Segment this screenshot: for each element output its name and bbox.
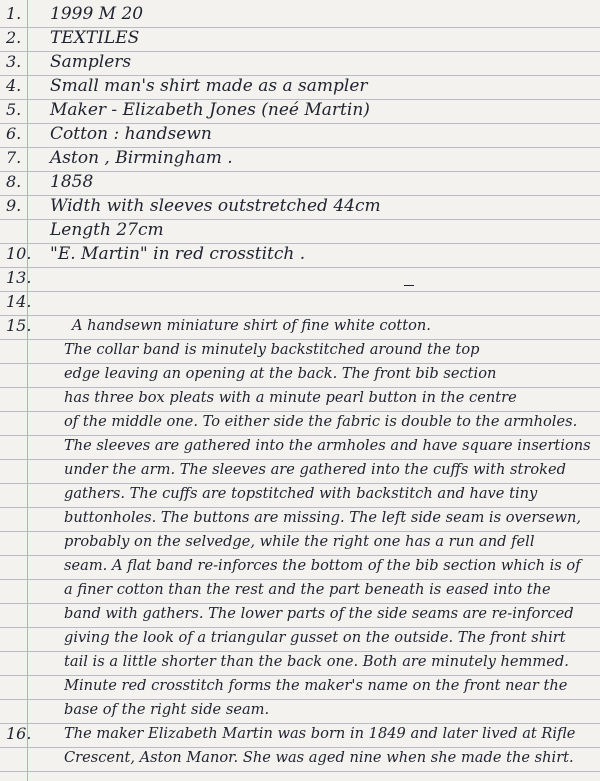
- description-line: Minute red crosstitch forms the maker's name on the front near the: [64, 677, 568, 694]
- entry-text: Small man's shirt made as a sampler: [50, 76, 368, 96]
- entry-number: 9.: [6, 196, 22, 215]
- description-line: has three box pleats with a minute pearl button in the centre: [64, 389, 517, 406]
- history-line: The maker Elizabeth Martin was born in 1849 and later lived at Rifle: [64, 725, 576, 742]
- entry-text: Width with sleeves outstretched 44cm: [50, 196, 381, 216]
- description-line: tail is a little shorter than the back one. Both are minutely hemmed.: [64, 653, 569, 670]
- entry-number: 13.: [6, 268, 32, 287]
- description-line: band with gathers. The lower parts of the side seams are re-inforced: [64, 605, 574, 622]
- entry-number: 3.: [6, 52, 22, 71]
- description-line: The sleeves are gathered into the armholes and have square insertions: [64, 437, 591, 454]
- entry-text: Maker - Elizabeth Jones (neé Martin): [50, 100, 370, 120]
- entry-text: Length 27cm: [50, 220, 164, 240]
- entry-number: 1.: [6, 4, 22, 23]
- entry-text: "E. Martin" in red crosstitch .: [50, 244, 306, 264]
- entry-text: Aston , Birmingham .: [50, 148, 233, 168]
- entry-number: 6.: [6, 124, 22, 143]
- entry-number: 14.: [6, 292, 32, 311]
- pen-dash-mark: [404, 285, 414, 286]
- entry-number: 5.: [6, 100, 22, 119]
- entry-text: 1858: [50, 172, 94, 192]
- description-line: The collar band is minutely backstitched around the top: [64, 341, 480, 358]
- entry-number: 15.: [6, 316, 32, 335]
- entry-number: 10.: [6, 244, 32, 263]
- history-line: Crescent, Aston Manor. She was aged nine when she made the shirt.: [64, 749, 574, 766]
- entry-text: TEXTILES: [50, 28, 140, 48]
- description-line: probably on the selvedge, while the right one has a run and fell: [64, 533, 535, 550]
- description-line: edge leaving an opening at the back. The front bib section: [64, 365, 497, 382]
- description-line: under the arm. The sleeves are gathered into the cuffs with stroked: [64, 461, 566, 478]
- description-paragraph: [64, 314, 592, 722]
- entry-number: 4.: [6, 76, 22, 95]
- entry-text: Cotton : handsewn: [50, 124, 212, 144]
- description-line: base of the right side seam.: [64, 701, 270, 718]
- entry-number: 16.: [6, 724, 32, 743]
- description-line: giving the look of a triangular gusset on the outside. The front shirt: [64, 629, 566, 646]
- entry-number: 8.: [6, 172, 22, 191]
- history-paragraph: [64, 722, 592, 770]
- entry-number: 2.: [6, 28, 22, 47]
- description-line: of the middle one. To either side the fabric is double to the armholes.: [64, 413, 578, 430]
- description-line: A handsewn miniature shirt of fine white cotton.: [72, 317, 431, 334]
- entry-text: Samplers: [50, 52, 132, 72]
- description-line: a finer cotton than the rest and the part beneath is eased into the: [64, 581, 551, 598]
- description-line: gathers. The cuffs are topstitched with backstitch and have tiny: [64, 485, 538, 502]
- description-line: buttonholes. The buttons are missing. The left side seam is oversewn,: [64, 509, 582, 526]
- entry-text: 1999 M 20: [50, 4, 144, 24]
- entry-number: 7.: [6, 148, 22, 167]
- description-line: seam. A flat band re-inforces the bottom of the bib section which is of: [64, 557, 581, 574]
